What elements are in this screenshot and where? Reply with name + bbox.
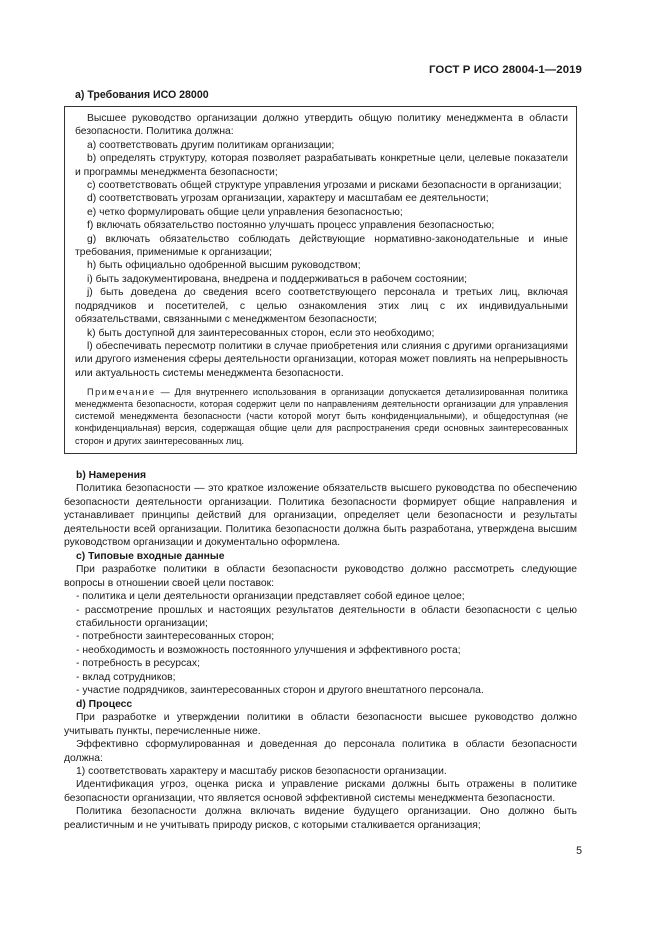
requirement-item: g) включать обязательство соблюдать действующие нормативно-законодательные и иные требования, применимые к организации; (75, 233, 568, 259)
requirement-item: j) быть доведена до сведения всего соответствующего персонала и третьих лиц, включая подрядчиков и посетителей, с целью ознакомления этих лиц с их индивидуальными обязательствами, связанными с менеджментом безопасности; (75, 287, 568, 326)
document-header: ГОСТ Р ИСО 28004-1—2019 (429, 64, 582, 76)
main-text (64, 469, 577, 832)
requirement-item: a) соответствовать другим политикам организации; (87, 139, 335, 151)
note-label: Примечание (87, 387, 156, 398)
process-paragraph: При разработке и утверждении политики в области безопасности высшее руководство должно учитывать пункты, перечисленные ниже. (64, 712, 577, 737)
input-list-item: - вклад сотрудников; (76, 671, 176, 683)
section-d-title: d) Процесс (76, 698, 133, 710)
requirement-item: d) соответствовать угрозам организации, характеру и масштабам ее деятельности; (87, 193, 489, 205)
input-list-item: - потребность в ресурсах; (76, 658, 200, 670)
section-c-title: c) Типовые входные данные (76, 550, 225, 562)
process-paragraph: Эффективно сформулированная и доведенная до персонала политика в области безопасности должна: (64, 739, 577, 764)
requirement-item: b) определять структуру, которая позволяет разрабатывать конкретные цели, целевые показатели и программы менеджмента безопасности; (75, 153, 568, 178)
section-b-text: Политика безопасности — это краткое изложение обязательств высшего руководства по обеспечению безопасности деятельности организации. Политика безопасности формирует общие направления и устанавливает принципы действий для организации, определяет цели безопасности и результаты деятельности всей организации. Политика безопасности должна быть разработана, утверждена высшим руководством организации и документально оформлена. (64, 483, 577, 549)
requirement-item: e) четко формулировать общие цели управления безопасностью; (87, 206, 403, 218)
process-paragraph: Политика безопасности должна включать видение будущего организации. Оно должно быть реалистичным и не учитывать природу рисков, с которыми сталкивается организация; (64, 806, 577, 831)
input-list-item: - политика и цели деятельности организации представляет собой единое целое; (76, 591, 465, 603)
requirement-item: h) быть официально одобренной высшим руководством; (87, 260, 361, 272)
section-b-title: b) Намерения (76, 470, 146, 481)
note-text: — Для внутреннего использования в организации допускается детализированная политика менеджмента безопасности, которая содержит цели по направлениям деятельности организации для управления системой менеджмента безопасности (части которой могут быть конфиденциальными), и общедоступная (не конфиденциальная) версия, содержащая общие цели для распространения среди основных заинтересованных сторон и других заинтересованных лиц. (75, 387, 568, 446)
process-paragraph: Идентификация угроз, оценка риска и управление рисками должны быть отражены в политике безопасности организации, что является основой эффективной системы менеджмента безопасности. (64, 779, 577, 804)
requirements-box (64, 106, 577, 454)
section-a-title: a) Требования ИСО 28000 (75, 89, 209, 101)
input-list-item: - необходимость и возможность постоянного улучшения и эффективного роста; (76, 644, 461, 656)
input-list-item: - рассмотрение прошлых и настоящих результатов деятельности в области безопасности с целью стабильности организации; (76, 604, 577, 629)
section-c-intro: При разработке политики в области безопасности руководство должно рассмотреть следующие вопросы в отношении своей цели поставок: (64, 564, 577, 589)
requirements-intro: Высшее руководство организации должно утвердить общую политику менеджмента в области безопасности. Политика должна: (75, 113, 568, 138)
process-paragraph: 1) соответствовать характеру и масштабу рисков безопасности организации. (76, 765, 447, 777)
input-list-item: - участие подрядчиков, заинтересованных сторон и другого внештатного персонала. (76, 685, 484, 697)
requirement-item: k) быть доступной для заинтересованных сторон, если это необходимо; (87, 327, 435, 339)
requirement-item: f) включать обязательство постоянно улучшать процесс управления безопасностью; (87, 220, 495, 232)
page-number: 5 (576, 845, 582, 857)
requirement-item: i) быть задокументирована, внедрена и поддерживаться в рабочем состоянии; (87, 273, 468, 285)
requirement-item: c) соответствовать общей структуре управления угрозами и рисками безопасности в организации; (87, 180, 562, 192)
input-list-item: - потребности заинтересованных сторон; (76, 631, 275, 643)
requirements-note (75, 386, 568, 446)
requirement-item: l) обеспечивать пересмотр политики в случае приобретения или слияния с другими организациями или другого изменения сферы деятельности организации, которая может повлиять на непрерывность или актуальность системы менеджмента безопасности. (75, 340, 568, 379)
